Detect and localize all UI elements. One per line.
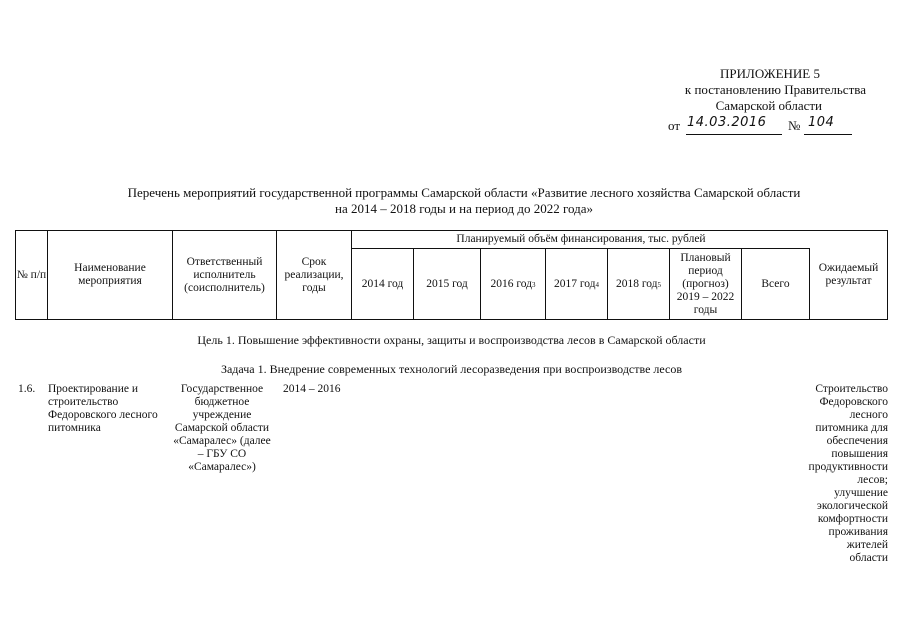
appendix-block bbox=[640, 66, 866, 136]
document-title-line-2: на 2014 – 2018 годы и на период до 2022 года» bbox=[335, 201, 593, 216]
document-title bbox=[40, 185, 888, 217]
row-executor: Государственное бюджетное учреждение Самарской области «Самаралес» (далее – ГБУ СО «Самаралес») bbox=[173, 383, 271, 473]
number-prefix: № bbox=[788, 118, 801, 133]
header-executor: Ответственный исполнитель (соисполнитель) bbox=[173, 231, 277, 319]
number-underline bbox=[804, 134, 852, 135]
number-value: 104 bbox=[808, 115, 835, 130]
table-header bbox=[15, 230, 888, 320]
header-2017: 2017 год 4 bbox=[546, 249, 608, 320]
header-2015: 2015 год bbox=[414, 249, 481, 320]
appendix-line-1: к постановлению Правительства bbox=[684, 82, 866, 97]
header-2014: 2014 год bbox=[352, 249, 414, 320]
header-planned: Плановый период (прогноз) 2019 – 2022 годы bbox=[670, 249, 742, 320]
row-result: Строительство Федоровского лесного питомника для обеспечения повышения продуктивности лесов; улучшение экологической комфортности проживания жителей области bbox=[808, 383, 888, 564]
header-2016-label: 2016 год bbox=[490, 278, 533, 290]
appendix-title: ПРИЛОЖЕНИЕ 5 bbox=[720, 66, 820, 81]
row-term: 2014 – 2016 bbox=[283, 383, 341, 395]
header-total: Всего bbox=[742, 249, 810, 320]
appendix-date-row bbox=[640, 114, 866, 136]
header-num: № п/п bbox=[16, 231, 48, 319]
header-term: Срок реализации, годы bbox=[277, 231, 352, 319]
date-underline bbox=[686, 134, 782, 135]
row-num: 1.6. bbox=[18, 383, 36, 395]
header-name: Наименование мероприятия bbox=[48, 231, 173, 319]
header-2016: 2016 год 3 bbox=[481, 249, 546, 320]
row-name: Проектирование и строительство Федоровского лесного питомника bbox=[48, 383, 158, 434]
date-value: 14.03.2016 bbox=[687, 115, 767, 130]
document-title-line-1: Перечень мероприятий государственной программы Самарской области «Развитие лесного хозяйства Самарской области bbox=[127, 185, 801, 200]
date-prefix: от bbox=[668, 118, 681, 133]
appendix-line-2: Самарской области bbox=[715, 98, 822, 113]
header-financing: Планируемый объём финансирования, тыс. рублей bbox=[352, 231, 810, 249]
header-2018-label: 2018 год bbox=[615, 278, 658, 290]
goal-row: Цель 1. Повышение эффективности охраны, защиты и воспроизводства лесов в Самарской области bbox=[197, 333, 706, 347]
header-result: Ожидаемый результат bbox=[818, 262, 879, 287]
header-2018: 2018 год 5 bbox=[608, 249, 670, 320]
task-row: Задача 1. Внедрение современных технологий лесоразведения при воспроизводстве лесов bbox=[220, 362, 683, 376]
header-2017-label: 2017 год bbox=[553, 278, 596, 290]
